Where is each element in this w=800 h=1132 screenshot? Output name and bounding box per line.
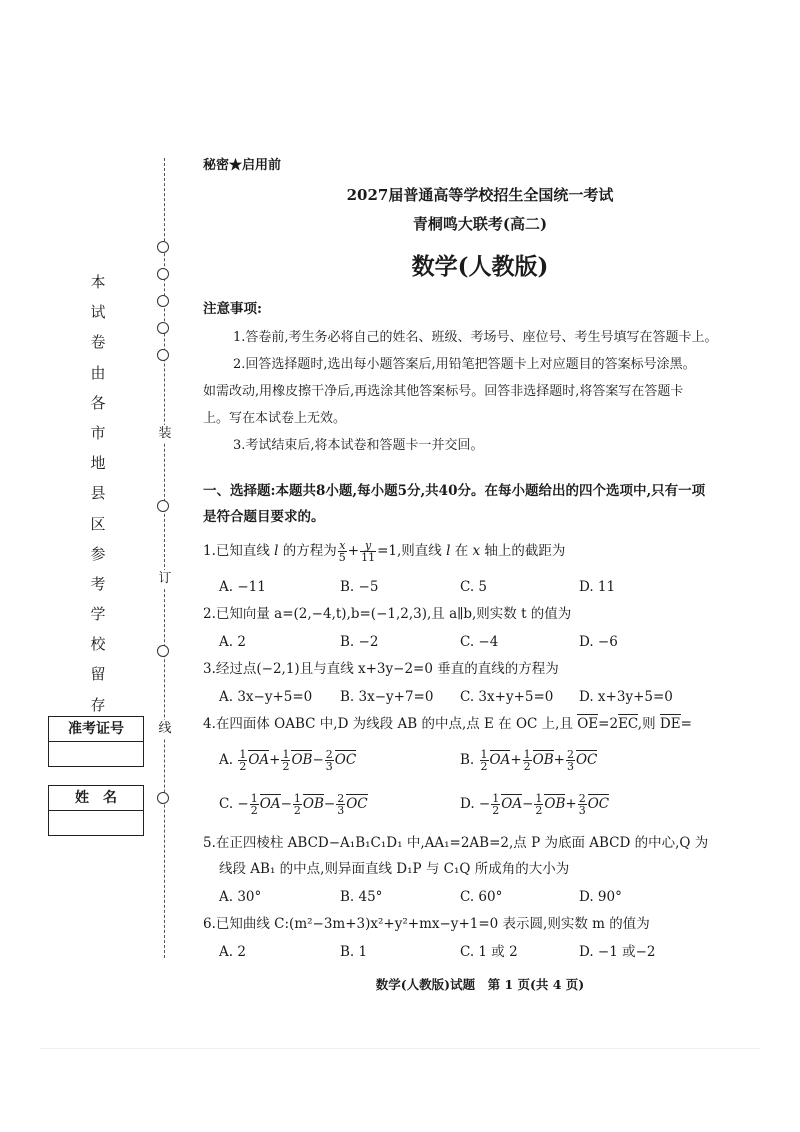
question-1: 1.已知直线 l 的方程为 $\frac{x}{5}$ + $\frac{y}{11}$ =1,则直线 l 在 x 轴上的截距为 [203,539,566,564]
question-5-cont: 线段 AB₁ 的中点,则异面直线 D₁P 与 C₁Q 所成角的大小为 [219,861,570,877]
notice-char: 存 [90,695,106,714]
notice-char: 校 [90,635,106,654]
name-field[interactable] [49,811,143,835]
note-3: 3.考试结束后,将本试卷和答题卡一并交回。 [233,438,484,453]
section-heading-cont: 是符合题目要求的。 [203,509,325,525]
q1-option-c: C. 5 [460,579,488,595]
notice-char: 各 [90,393,106,412]
vector-de: DE [659,716,681,732]
section-heading: 一、选择题:本题共8小题,每小题5分,共40分。在每小题给出的四个选项中,只有一项 [203,483,706,499]
binding-label-ding: 订 [156,570,174,588]
notice-char: 学 [90,605,106,624]
q4-option-d: D. − $\frac{1}{2}$ OA− $\frac{1}{2}$ OB+ $\frac{2}{3}$ OC [460,792,610,817]
binding-hole [157,500,169,512]
note-2: 2.回答选择题时,选出每小题答案后,用铅笔把答题卡上对应题目的答案标号涂黑。 [233,357,696,372]
question-5: 5.在正四棱柱 ABCD−A₁B₁C₁D₁ 中,AA₁=2AB=2,点 P 为底面 ABCD 的中心,Q 为 [203,835,709,851]
fraction: $\frac{y}{11}$ [361,539,376,564]
notice-char: 由 [90,363,106,382]
binding-label-xian: 线 [156,720,174,738]
page-bottom-rule [40,1048,760,1049]
notice-char: 县 [90,484,106,503]
name-label: 姓 名 [49,786,143,811]
q6-option-d: D. −1 或−2 [579,944,656,960]
note-2-cont: 如需改动,用橡皮擦干净后,再选涂其他答案标号。回答非选择题时,将答案写在答题卡 [203,384,684,399]
vector-ec: EC [618,716,638,732]
binding-hole [157,792,169,804]
question-6: 6.已知曲线 C:(m²−3m+3)x²+y²+mx−y+1=0 表示圆,则实数 m 的值为 [203,916,650,932]
exam-subtitle: 青桐鸣大联考(高二) [412,215,548,233]
vector-oe: OE [577,716,599,732]
binding-label-zhuang: 装 [156,425,174,443]
q2-option-d: D. −6 [579,634,618,650]
page-footer: 数学(人教版)试题 第 1 页(共 4 页) [375,977,585,992]
secret-mark: 秘密★启用前 [203,158,282,173]
q6-option-c: C. 1 或 2 [460,944,518,960]
q3-option-a: A. 3x−y+5=0 [219,689,313,705]
exam-title: 2027届普通高等学校招生全国统一考试 [346,186,614,204]
binding-hole [157,295,169,307]
q6-option-a: A. 2 [219,944,246,960]
exam-id-field[interactable] [49,742,143,766]
notice-char: 本 [90,273,106,291]
note-1: 1.答卷前,考生务必将自己的姓名、班级、考场号、座位号、考生号填写在答题卡上。 [233,330,718,345]
q3-option-b: B. 3x−y+7=0 [340,689,434,705]
binding-hole [157,268,169,280]
q5-option-b: B. 45° [340,889,383,905]
q6-option-b: B. 1 [340,944,368,960]
q1-option-d: D. 11 [579,579,616,595]
subject-title: 数学(人教版) [411,253,549,280]
q4-option-b: B. $\frac{1}{2}$ OA+ $\frac{1}{2}$ OB+ $\frac{2}{3}$ OC [460,748,598,773]
question-2: 2.已知向量 a=(2,−4,t),b=(−1,2,3),且 a∥b,则实数 t 的值为 [203,606,572,622]
notice-char: 市 [90,423,106,442]
note-2-end: 上。写在本试卷上无效。 [203,411,347,426]
notice-char: 试 [90,303,106,322]
exam-id-label: 准考证号 [49,717,143,742]
q4-option-c: C. − $\frac{1}{2}$ OA− $\frac{1}{2}$ OB− $\frac{2}{3}$ OC [219,792,368,817]
binding-hole [157,241,169,253]
name-box[interactable] [48,785,144,836]
binding-hole [157,322,169,334]
q3-option-c: C. 3x+y+5=0 [460,689,554,705]
exam-id-box[interactable] [48,716,144,767]
binding-hole [157,645,169,657]
notice-char: 考 [90,574,106,593]
q2-option-a: A. 2 [219,634,246,650]
vertical-retention-notice [86,267,110,720]
q5-option-c: C. 60° [460,889,503,905]
q1-option-a: A. −11 [219,579,266,595]
notice-char: 卷 [90,333,106,352]
notice-char: 参 [90,544,106,563]
notice-char: 地 [90,454,106,473]
question-3: 3.经过点(−2,1)且与直线 x+3y−2=0 垂直的直线的方程为 [203,661,559,677]
q3-option-d: D. x+3y+5=0 [579,689,673,705]
q2-option-b: B. −2 [340,634,379,650]
notice-char: 区 [90,514,106,533]
notice-char: 留 [90,665,106,684]
q5-option-a: A. 30° [219,889,262,905]
notes-title: 注意事项: [203,301,262,317]
q2-option-c: C. −4 [460,634,499,650]
q5-option-d: D. 90° [579,889,622,905]
fraction: $\frac{x}{5}$ [338,539,346,564]
question-4: 4.在四面体 OABC 中,D 为线段 AB 的中点,点 E 在 OC 上,且 OE=2EC,则 DE= [203,716,692,732]
q4-option-a: A. $\frac{1}{2}$ OA+ $\frac{1}{2}$ OB− $\frac{2}{3}$ OC [219,748,357,773]
binding-hole [157,349,169,361]
q1-option-b: B. −5 [340,579,379,595]
